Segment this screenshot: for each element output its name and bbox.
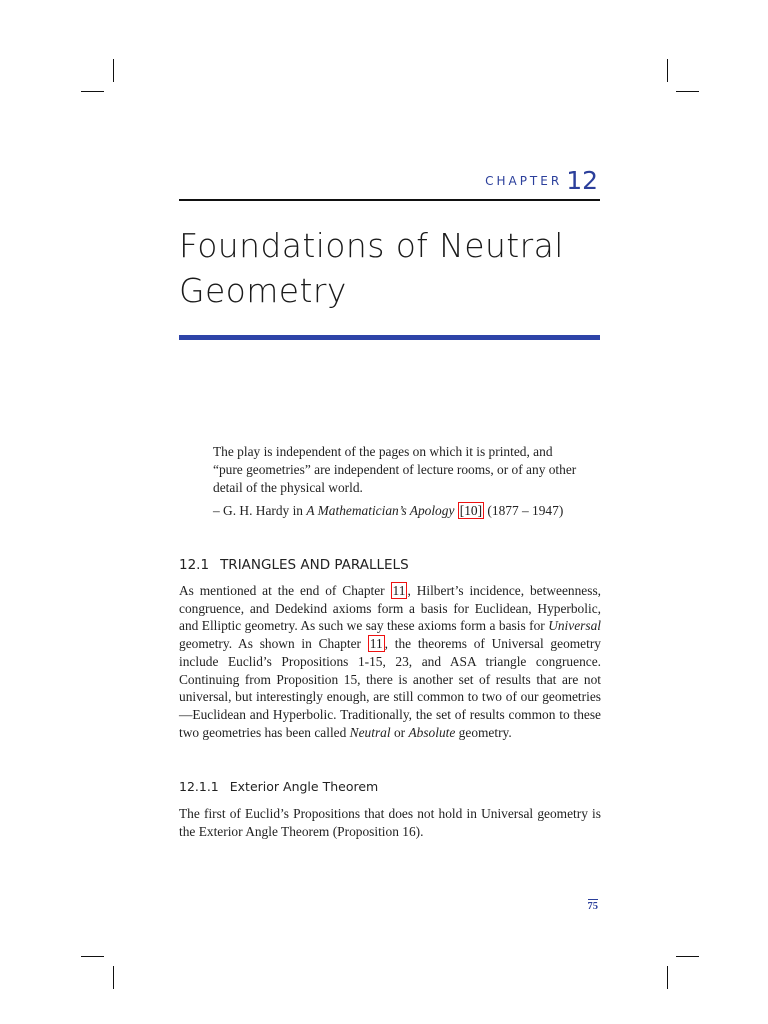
chapter-ref-link[interactable]: 11 <box>369 636 383 652</box>
epigraph-attribution <box>213 502 583 520</box>
chapter-title-rule <box>179 335 600 340</box>
text-run: or <box>390 724 409 740</box>
crop-mark-top-left-h <box>81 91 104 92</box>
crop-mark-bottom-left-h <box>81 956 104 957</box>
subsection-heading <box>179 779 378 794</box>
text-run: , the theorems of Universal geometry include Euclid’s Propositions 1-15, 23, and ASA triangle congruence. Continuing from Proposition 15, there is another set of results that are not universal, but interestingly enough, are still common to two of our geometries —Euclidean and Hyperbolic. Traditionally, the set of results common to these two geometries has been called <box>179 636 602 740</box>
subsection-number: 12.1.1 <box>179 779 219 794</box>
crop-mark-top-left-v <box>113 59 114 82</box>
text-run: , Hilbert’s incidence, betweenness, congruence, and Dedekind axioms form a basis for Euclidean, Hyperbolic, and Elliptic geometry. As such we say these axioms form a basis for <box>179 583 601 634</box>
crop-mark-bottom-left-v <box>113 966 114 989</box>
chapter-label: CHAPTER <box>485 174 563 188</box>
section-heading <box>179 557 409 573</box>
crop-mark-top-right-h <box>676 91 699 92</box>
emphasis: Universal <box>548 618 601 634</box>
subsection-title: Exterior Angle Theorem <box>229 779 379 794</box>
epigraph <box>213 443 583 520</box>
text-run: geometry. As shown in Chapter <box>179 636 368 652</box>
chapter-top-rule <box>179 199 600 201</box>
epigraph-quote: The play is independent of the pages on which it is printed, and “pure geometries” are independent of lecture rooms, or of any other detail of the physical world. <box>213 444 577 495</box>
text-run: As mentioned at the end of Chapter <box>179 583 391 598</box>
subsection-paragraph: The first of Euclid’s Propositions that does not hold in Universal geometry is the Exterior Angle Theorem (Proposition 16). <box>179 806 601 839</box>
chapter-ref-link[interactable]: 11 <box>392 583 406 598</box>
chapter-title-line1: Foundations of Neutral <box>179 226 564 265</box>
citation-link[interactable]: [10] <box>459 503 483 518</box>
section-paragraph <box>179 582 601 741</box>
chapter-number: 12 <box>566 166 598 195</box>
crop-mark-top-right-v <box>667 59 668 82</box>
emphasis: Neutral <box>349 724 391 740</box>
crop-mark-bottom-right-v <box>667 966 668 989</box>
attribution-years: (1877 – 1947) <box>484 503 564 518</box>
crop-mark-bottom-right-h <box>676 956 699 957</box>
chapter-heading <box>485 166 598 195</box>
section-number: 12.1 <box>179 557 210 573</box>
text-run: geometry. <box>455 724 512 740</box>
book-title: A Mathematician’s Apology <box>306 503 455 518</box>
emphasis: Absolute <box>408 724 456 740</box>
chapter-title <box>179 223 609 313</box>
chapter-title-line2: Geometry <box>179 271 347 310</box>
section-title: TRIANGLES AND PARALLELS <box>220 557 409 573</box>
attribution-prefix: – G. H. Hardy in <box>213 503 307 518</box>
page-number: 75 <box>587 901 598 912</box>
